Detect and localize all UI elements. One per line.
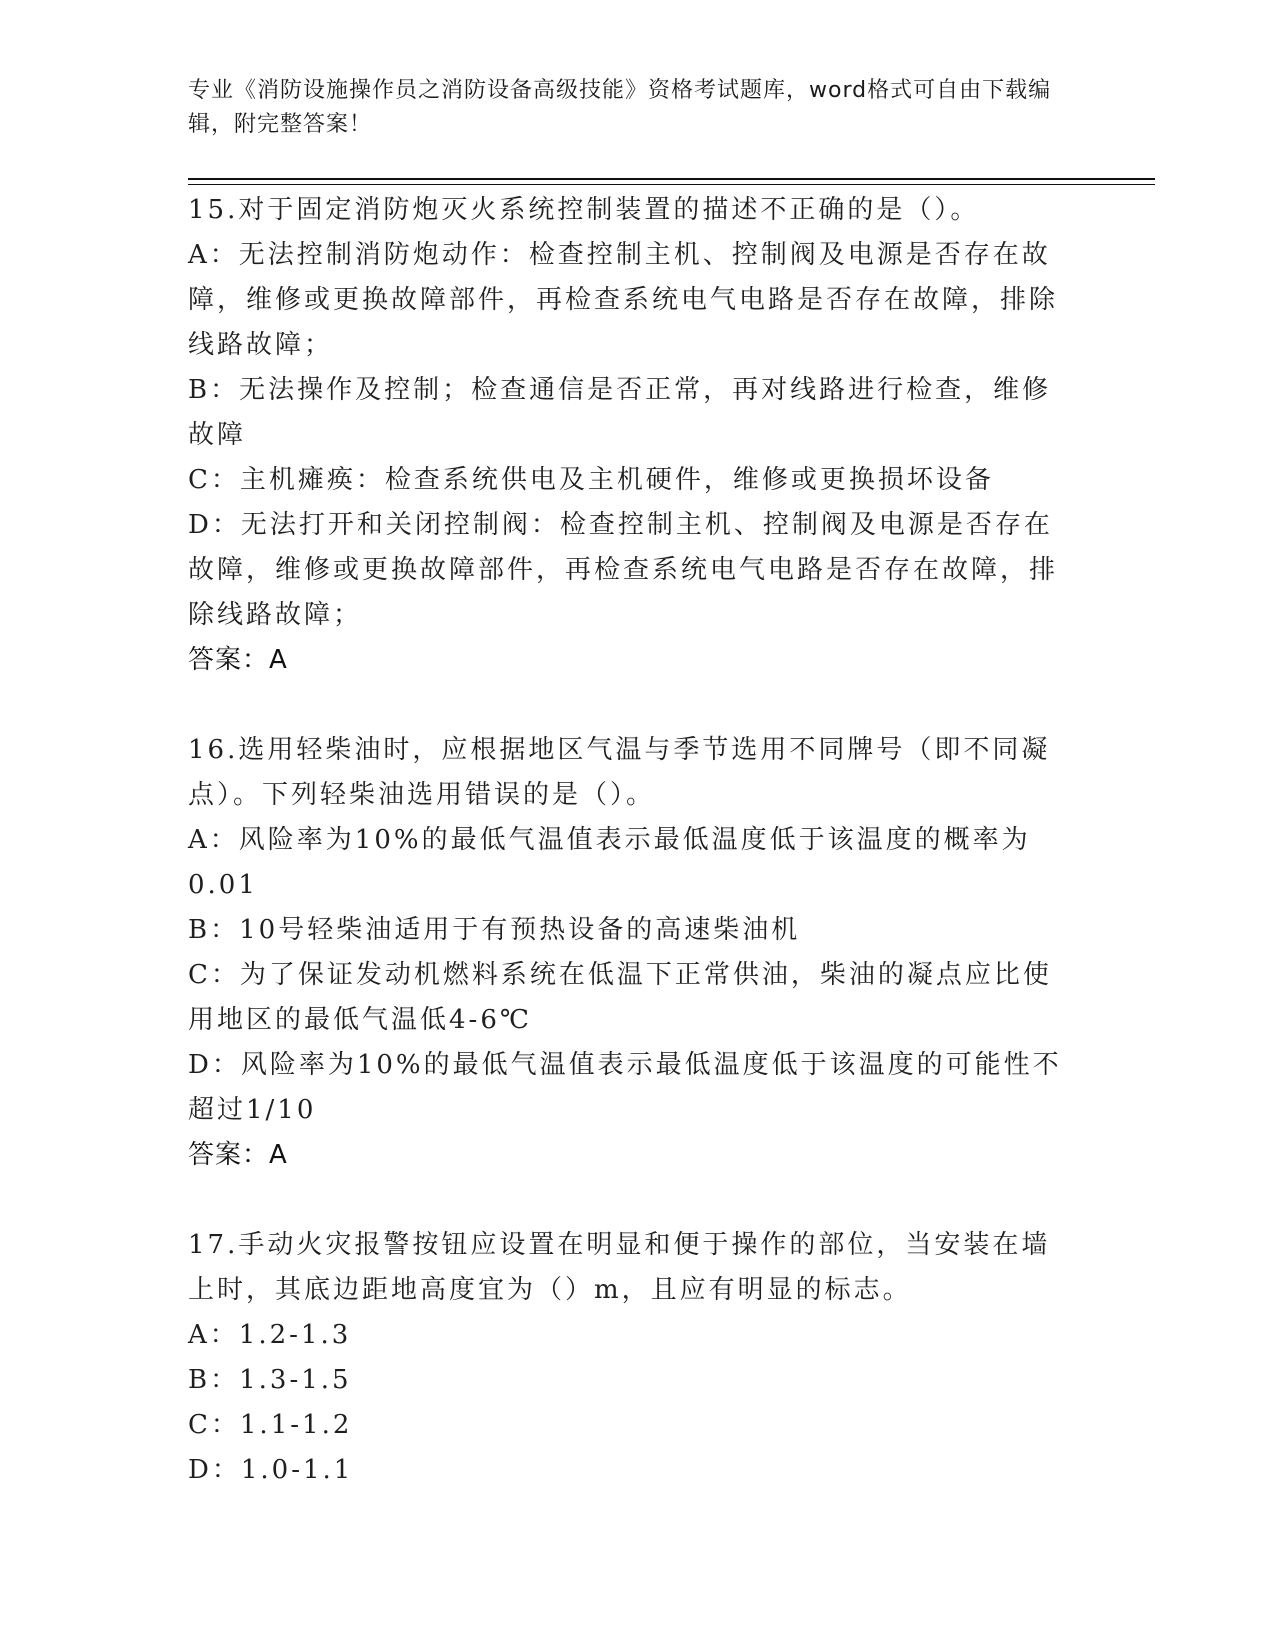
option-d: D：1.0-1.1: [188, 1455, 354, 1485]
answer-label: 答案：A: [188, 645, 288, 675]
option-d: D：风险率为10%的最低气温值表示最低温度低于该温度的可能性不超过1/10: [188, 1050, 1062, 1125]
question-spacer: [188, 1178, 1068, 1223]
option-c: C：主机瘫痪：检查系统供电及主机硬件，维修或更换损坏设备: [188, 465, 994, 495]
option-c: C：1.1-1.2: [188, 1410, 353, 1440]
option-b: B：1.3-1.5: [188, 1365, 352, 1395]
header-rule-thin: [188, 184, 1155, 185]
question-spacer: [188, 683, 1068, 728]
question-list: [188, 188, 1068, 1493]
question-16: [188, 728, 1068, 1178]
option-d: D：无法打开和关闭控制阀：检查控制主机、控制阀及电源是否存在故障，维修或更换故障部件，再检查系统电气电路是否存在故障，排除线路故障；: [188, 510, 1059, 630]
option-a: A：1.2-1.3: [188, 1320, 352, 1350]
header-rule-thick: [188, 178, 1155, 180]
question-stem: 16.选用轻柴油时，应根据地区气温与季节选用不同牌号（即不同凝点）。下列轻柴油选用错误的是（）。: [188, 735, 1051, 810]
option-c: C：为了保证发动机燃料系统在低温下正常供油，柴油的凝点应比使用地区的最低气温低4-6℃: [188, 960, 1052, 1035]
option-a: A：无法控制消防炮动作：检查控制主机、控制阀及电源是否存在故障，维修或更换故障部件，再检查系统电气电路是否存在故障，排除线路故障；: [188, 240, 1059, 360]
question-stem: 17.手动火灾报警按钮应设置在明显和便于操作的部位，当安装在墙上时，其底边距地高度宜为（）m，且应有明显的标志。: [188, 1230, 1051, 1305]
question-15: [188, 188, 1068, 683]
document-header: 专业《消防设施操作员之消防设备高级技能》资格考试题库，word格式可自由下载编辑，附完整答案！: [188, 78, 1052, 137]
option-b: B：10号轻柴油适用于有预热设备的高速柴油机: [188, 915, 801, 945]
question-stem: 15.对于固定消防炮灭火系统控制装置的描述不正确的是（）。: [188, 195, 980, 225]
option-a: A：风险率为10%的最低气温值表示最低温度低于该温度的概率为0.01: [188, 825, 1031, 900]
option-b: B：无法操作及控制；检查通信是否正常，再对线路进行检查，维修故障: [188, 375, 1052, 450]
question-17: [188, 1223, 1068, 1493]
answer-label: 答案：A: [188, 1140, 288, 1170]
